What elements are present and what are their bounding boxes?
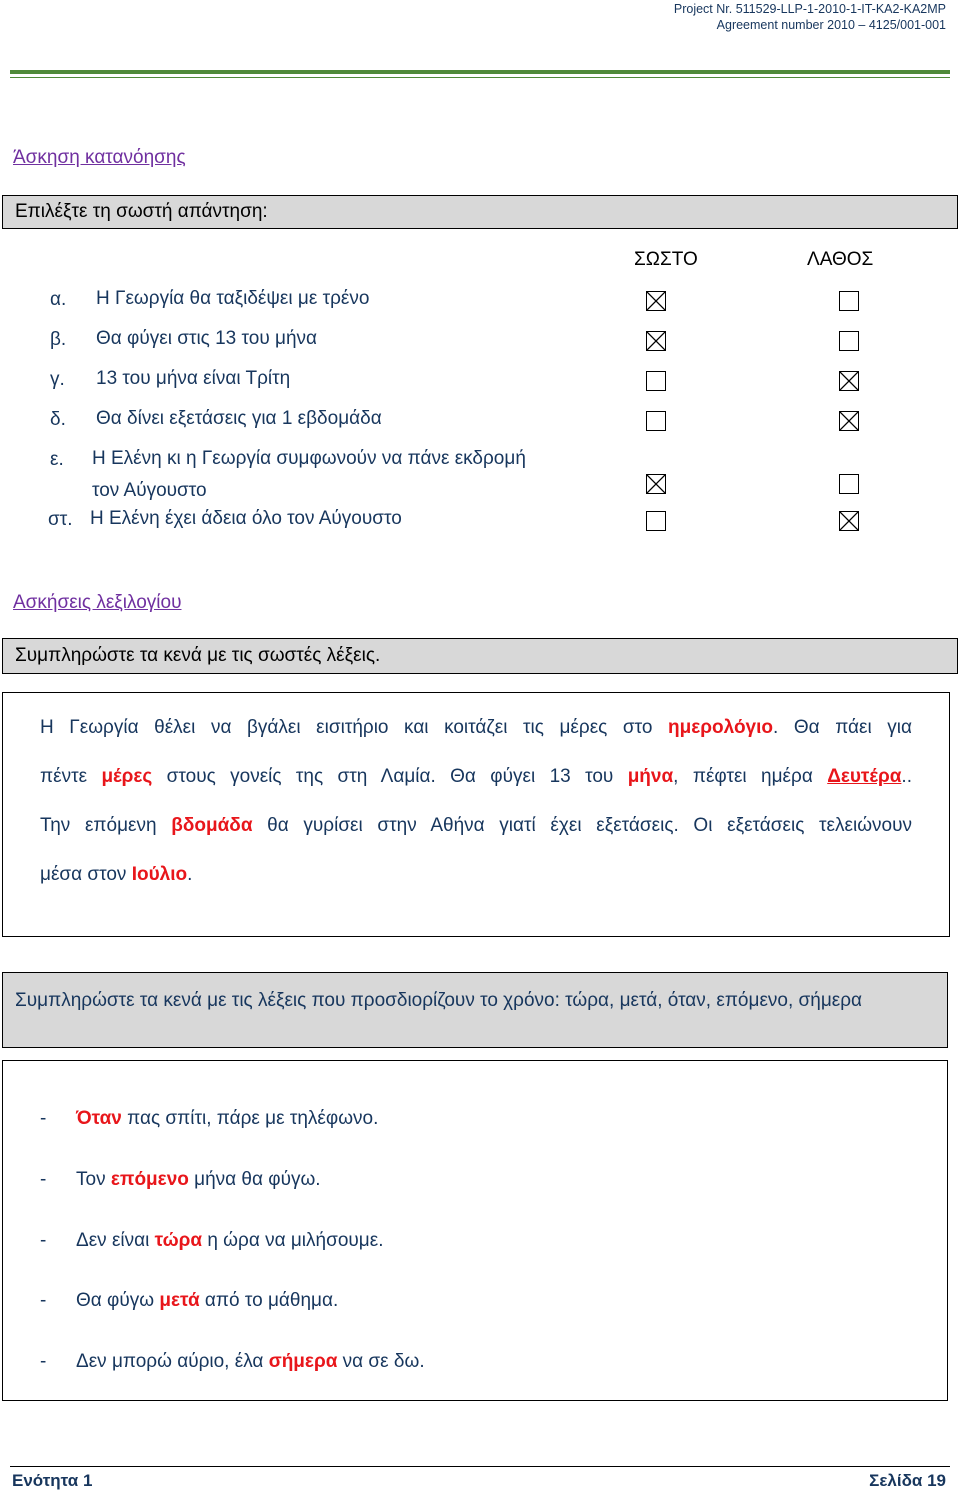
question-letter: στ. xyxy=(48,509,73,530)
comprehension-title: Άσκηση κατανόησης xyxy=(13,147,186,168)
vocabulary-instruction: Συμπληρώστε τα κενά με τις σωστές λέξεις. xyxy=(15,645,381,666)
time-word-text: Δεν μπορώ αύριο, έλα xyxy=(76,1351,269,1372)
filled-answer: ημερολόγιο xyxy=(668,717,774,738)
vocabulary-text: Η Γεωργία θέλει να βγάλει εισιτήριο και κοιτάζει τις μέρες στο xyxy=(40,717,668,738)
filled-answer: τώρα xyxy=(154,1230,203,1251)
time-words-instruction-box xyxy=(2,972,948,1048)
vocabulary-title: Ασκήσεις λεξιλογίου xyxy=(13,592,182,613)
vocabulary-line xyxy=(40,717,912,739)
time-word-item xyxy=(40,1108,378,1130)
time-word-text: Δεν είναι xyxy=(76,1230,155,1251)
question-letter: β. xyxy=(50,329,67,350)
vocabulary-text: στους γονείς της στη Λαμία. Θα φύγει 13 του xyxy=(152,766,628,787)
bullet-dash: - xyxy=(40,1108,47,1129)
filled-answer: Όταν xyxy=(76,1108,122,1129)
filled-answer: μέρες xyxy=(101,766,153,787)
header-rule-thin xyxy=(10,77,950,78)
true-checkbox[interactable] xyxy=(646,371,666,391)
vocabulary-instruction-box xyxy=(2,638,958,674)
vocabulary-text: μέσα στον xyxy=(40,864,132,885)
agreement-number: Agreement number 2010 – 4125/001-001 xyxy=(716,18,946,32)
time-word-text: μήνα θα φύγω. xyxy=(188,1169,321,1190)
true-checkbox[interactable] xyxy=(646,331,666,351)
false-checkbox[interactable] xyxy=(839,511,859,531)
footer-unit: Ενότητα 1 xyxy=(12,1471,93,1490)
true-checkbox[interactable] xyxy=(646,291,666,311)
question-letter: α. xyxy=(50,289,67,310)
true-checkbox[interactable] xyxy=(646,411,666,431)
header-project-info xyxy=(674,1,946,33)
comprehension-instruction: Επιλέξτε τη σωστή απάντηση: xyxy=(15,201,268,222)
bullet-dash: - xyxy=(40,1290,47,1311)
question-text: Θα δίνει εξετάσεις για 1 εβδομάδα xyxy=(96,408,382,429)
false-checkbox[interactable] xyxy=(839,411,859,431)
header-rule-thick xyxy=(10,70,950,74)
time-word-text: πας σπίτι, πάρε με τηλέφωνο. xyxy=(121,1108,379,1129)
footer-page-number: Σελίδα 19 xyxy=(869,1471,946,1490)
column-false-header: ΛΑΘΟΣ xyxy=(807,249,874,270)
column-true-header: ΣΩΣΤΟ xyxy=(634,249,698,270)
vocabulary-text: , πέφτει ημέρα xyxy=(673,766,828,787)
vocabulary-text: . xyxy=(187,864,193,885)
false-checkbox[interactable] xyxy=(839,331,859,351)
comprehension-instruction-box xyxy=(2,195,958,229)
filled-answer: βδομάδα xyxy=(171,815,253,836)
true-checkbox[interactable] xyxy=(646,511,666,531)
time-word-text: από το μάθημα. xyxy=(199,1290,339,1311)
x-mark-icon xyxy=(647,292,665,310)
time-word-item xyxy=(40,1169,321,1191)
x-mark-icon xyxy=(647,475,665,493)
time-word-text: να σε δω. xyxy=(337,1351,425,1372)
time-word-text: Θα φύγω xyxy=(76,1290,160,1311)
vocabulary-line xyxy=(40,766,912,788)
project-number: Project Nr. 511529-LLP-1-2010-1-IT-KA2-KA2MP xyxy=(673,2,946,16)
bullet-dash: - xyxy=(40,1351,47,1372)
time-words-instruction: Συμπληρώστε τα κενά με τις λέξεις που προσδιορίζουν το χρόνο: τώρα, μετά, όταν, επόμενο, σήμερα xyxy=(15,990,863,1011)
x-mark-icon xyxy=(647,332,665,350)
question-text: Η Ελένη κι η Γεωργία συμφωνούν να πάνε εκδρομή τον Αύγουστο xyxy=(92,448,526,501)
x-mark-icon xyxy=(840,412,858,430)
question-letter: γ. xyxy=(50,369,65,390)
time-word-item xyxy=(40,1290,338,1312)
filled-answer: μετά xyxy=(159,1290,200,1311)
vocabulary-text: πέντε xyxy=(40,766,102,787)
vocabulary-line xyxy=(40,864,192,886)
vocabulary-text: . Θα πάει για xyxy=(773,717,912,738)
footer-rule xyxy=(10,1466,950,1467)
bullet-dash: - xyxy=(40,1169,47,1190)
question-text: Θα φύγει στις 13 του μήνα xyxy=(96,328,317,349)
filled-answer: Δευτέρα xyxy=(827,766,902,787)
filled-answer: Ιούλιο xyxy=(131,864,188,885)
question-letter: ε. xyxy=(50,449,64,470)
vocabulary-text: .. xyxy=(901,766,912,787)
time-word-item xyxy=(40,1230,383,1252)
false-checkbox[interactable] xyxy=(839,291,859,311)
filled-answer: μήνα xyxy=(627,766,674,787)
question-letter: δ. xyxy=(50,409,66,430)
vocabulary-text: θα γυρίσει στην Αθήνα γιατί έχει εξετάσεις. Οι εξετάσεις τελειώνουν xyxy=(252,815,912,836)
x-mark-icon xyxy=(840,512,858,530)
filled-answer: επόμενο xyxy=(110,1169,189,1190)
question-text: Η Γεωργία θα ταξιδέψει με τρένο xyxy=(96,288,370,309)
time-word-text: Τον xyxy=(76,1169,111,1190)
vocabulary-text: Την επόμενη xyxy=(40,815,172,836)
question-text: 13 του μήνα είναι Τρίτη xyxy=(96,368,291,389)
false-checkbox[interactable] xyxy=(839,371,859,391)
time-word-text: η ώρα να μιλήσουμε. xyxy=(202,1230,384,1251)
x-mark-icon xyxy=(840,372,858,390)
time-word-item xyxy=(40,1351,425,1373)
true-checkbox[interactable] xyxy=(646,474,666,494)
bullet-dash: - xyxy=(40,1230,47,1251)
filled-answer: σήμερα xyxy=(268,1351,338,1372)
vocabulary-line xyxy=(40,815,912,837)
false-checkbox[interactable] xyxy=(839,474,859,494)
question-text: Η Ελένη έχει άδεια όλο τον Αύγουστο xyxy=(90,508,402,529)
